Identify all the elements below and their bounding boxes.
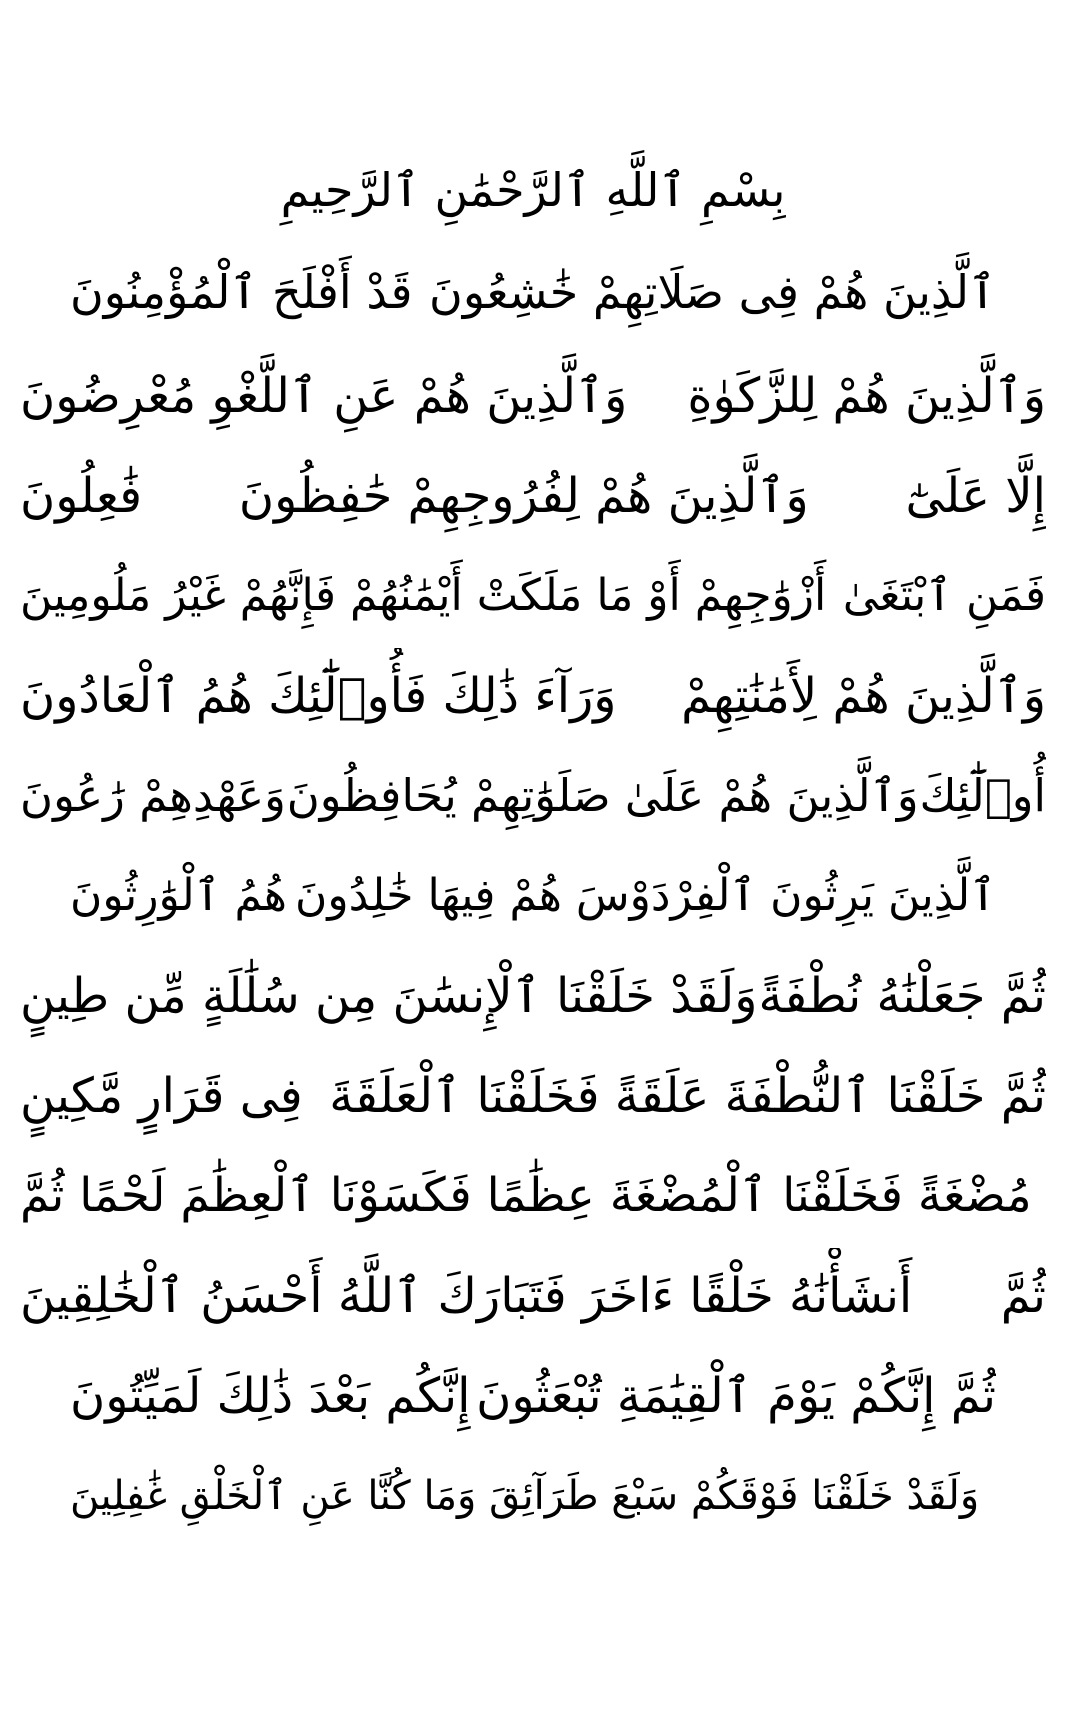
verse-segment: قَدْ أَفْلَحَ ٱلْمُؤْمِنُونَ bbox=[70, 265, 413, 319]
verse-segment: مُضْغَةً فَخَلَقْنَا ٱلْمُضْغَةَ عِظَٰمًا فَكَسَوْنَا ٱلْعِظَٰمَ لَحْمًا ثُمَّ bbox=[20, 1168, 1032, 1223]
verse-segment: هُمُ ٱلْوَٰرِثُونَ bbox=[70, 870, 287, 921]
verse-line bbox=[20, 548, 1046, 644]
verse-line bbox=[70, 244, 996, 340]
verse-segment: إِلَّا عَلَىٰٓ bbox=[905, 468, 1046, 524]
verse-segment: ٱلَّذِينَ هُمْ فِى صَلَاتِهِمْ خَٰشِعُونَ bbox=[429, 265, 996, 319]
verse-segment: ثُمَّ bbox=[1000, 1268, 1046, 1324]
verse-line bbox=[20, 748, 1046, 844]
verse-line bbox=[70, 1348, 996, 1444]
verse-segment: وَلَقَدْ خَلَقْنَا ٱلْإِنسَٰنَ مِن سُلَٰلَةٍ مِّن طِينٍ bbox=[20, 968, 758, 1024]
verse-segment: وَٱلَّذِينَ هُمْ لِلزَّكَوٰةِ bbox=[687, 368, 1046, 424]
verse-segment: ثُمَّ خَلَقْنَا ٱلنُّطْفَةَ عَلَقَةً فَخَلَقْنَا ٱلْعَلَقَةَ bbox=[329, 1068, 1046, 1124]
verse-segment: وَٱلَّذِينَ هُمْ لِفُرُوجِهِمْ حَٰفِظُونَ bbox=[238, 468, 809, 524]
verse-line bbox=[20, 948, 1046, 1044]
verse-line bbox=[20, 1248, 1046, 1344]
verse-line bbox=[20, 348, 1046, 444]
verse-segment: أُو۟لَٰٓئِكَ bbox=[919, 769, 1046, 822]
verse-segment: فَٰعِلُونَ bbox=[20, 468, 143, 524]
verse-line bbox=[20, 1048, 1046, 1144]
verse-segment: وَرَآءَ ذَٰلِكَ فَأُو۟لَٰٓئِكَ هُمُ ٱلْعَادُونَ bbox=[20, 668, 617, 724]
verse-line bbox=[70, 1448, 996, 1544]
verse-segment: ثُمَّ إِنَّكُمْ يَوْمَ ٱلْقِيَٰمَةِ تُبْعَثُونَ bbox=[476, 1368, 996, 1424]
verse-line bbox=[20, 648, 1046, 744]
verse-segment: ٱلَّذِينَ يَرِثُونَ ٱلْفِرْدَوْسَ هُمْ فِيهَا خَٰلِدُونَ bbox=[295, 870, 996, 921]
verse-segment: وَٱلَّذِينَ هُمْ لِأَمَٰنَٰتِهِمْ bbox=[681, 668, 1046, 724]
verse-line bbox=[70, 848, 996, 944]
verse-segment: أَزْوَٰجِهِمْ أَوْ مَا مَلَكَتْ أَيْمَٰنُهُمْ فَإِنَّهُمْ غَيْرُ مَلُومِينَ bbox=[20, 570, 827, 621]
verse-segment: إِنَّكُم بَعْدَ ذَٰلِكَ لَمَيِّتُونَ bbox=[70, 1368, 471, 1424]
verse-segment: وَٱلَّذِينَ هُمْ عَلَىٰ صَلَوَٰتِهِمْ يُحَافِظُونَ bbox=[286, 769, 919, 822]
verse-segment: وَعَهْدِهِمْ رَٰعُونَ bbox=[20, 769, 286, 822]
verse-segment: وَلَقَدْ خَلَقْنَا فَوْقَكُمْ سَبْعَ طَرَآئِقَ وَمَا كُنَّا عَنِ ٱلْخَلْقِ غَٰفِلِينَ bbox=[70, 1473, 980, 1519]
verse-segment: فِى قَرَارٍ مَّكِينٍ bbox=[20, 1068, 303, 1124]
verse-segment: ثُمَّ جَعَلْنَٰهُ نُطْفَةً bbox=[758, 968, 1046, 1024]
verse-line bbox=[20, 1148, 1046, 1244]
basmala: بِسْمِ ٱللَّهِ ٱلرَّحْمَٰنِ ٱلرَّحِيمِ bbox=[280, 163, 786, 217]
verse-line bbox=[20, 448, 1046, 544]
verse-segment: وَٱلَّذِينَ هُمْ عَنِ ٱللَّغْوِ مُعْرِضُونَ bbox=[20, 368, 628, 424]
verse-segment: أَنشَأْنَٰهُ خَلْقًا ءَاخَرَ فَتَبَارَكَ ٱللَّهُ أَحْسَنُ ٱلْخَٰلِقِينَ bbox=[20, 1268, 913, 1324]
verse-segment: فَمَنِ ٱبْتَغَىٰ bbox=[842, 570, 1046, 621]
